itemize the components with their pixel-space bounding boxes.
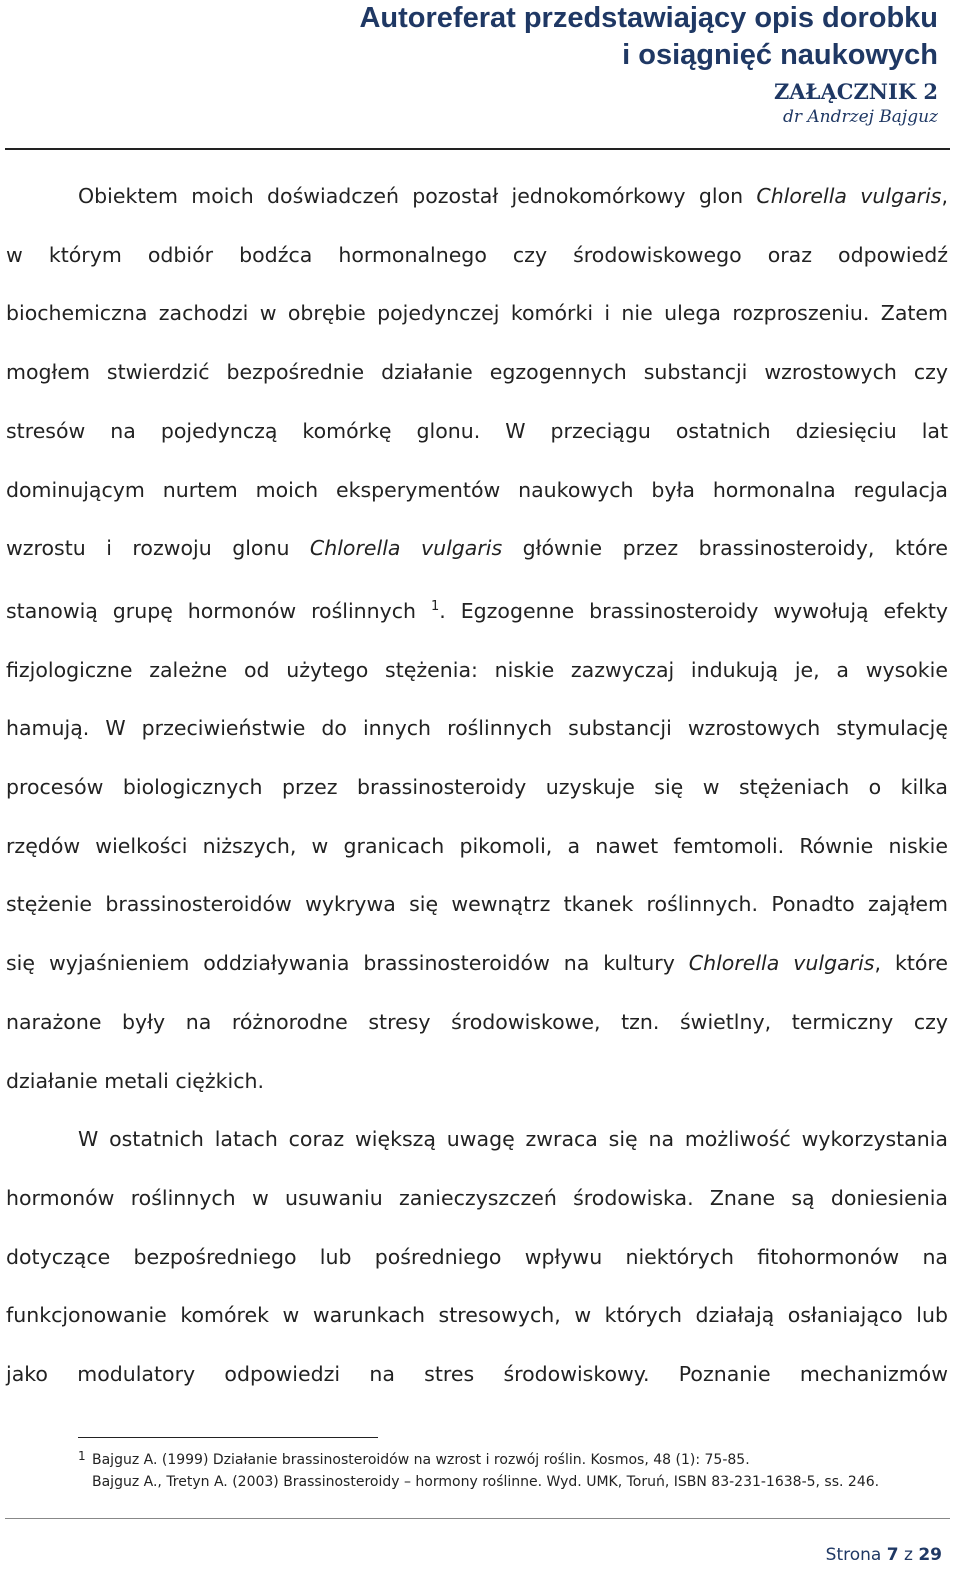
page-header (238, 0, 938, 129)
text-line: dotyczące bezpośredniego lub pośredniego wpływu niektórych fitohormonów na (6, 1244, 948, 1269)
footnote-number: 1 (78, 1449, 86, 1463)
footnote-separator (78, 1437, 378, 1438)
text-line: stanowią grupę hormonów roślinnych $^1$. Egzogenne brassinosteroidy wywołują efekty (6, 598, 949, 623)
text-line: W ostatnich latach coraz większą uwagę zwraca się na możliwość wykorzystania (78, 1127, 948, 1152)
text-line: fizjologiczne zależne od użytego stężenia: niskie zazwyczaj indukują je, a wysokie (6, 657, 948, 682)
footnote-reference[interactable]: 1 (430, 598, 440, 614)
footnote-line: Bajguz A. (1999) Działanie brassinosteroidów na wzrost i rozwój roślin. Kosmos, 48 (1): 75-85. (92, 1452, 750, 1468)
text-line: narażone były na różnorodne stresy środowiskowe, tzn. świetlny, termiczny czy (6, 1009, 948, 1034)
text-line: działanie metali ciężkich. (6, 1068, 265, 1093)
footer-rule (5, 1518, 950, 1519)
footnote-line: Bajguz A., Tretyn A. (2003) Brassinosteroidy – hormony roślinne. Wyd. UMK, Toruń, ISBN 83-231-1638-5, ss. 246. (92, 1474, 880, 1490)
paragraph-1 (6, 167, 948, 1110)
page-number: Strona 7 z 29 (825, 1545, 942, 1565)
header-rule (5, 148, 950, 150)
text-line: mogłem stwierdzić bezpośrednie działanie egzogennych substancji wzrostowych czy (6, 360, 948, 385)
text-line: biochemiczna zachodzi w obrębie pojedynczej komórki i nie ulega rozproszeniu. Zatem (6, 301, 948, 326)
text-line: rzędów wielkości niższych, w granicach pikomoli, a nawet femtomoli. Równie niskie (6, 833, 948, 858)
text-line: się wyjaśnieniem oddziaływania brassinosteroidów na kultury Chlorella vulgaris, które (6, 951, 948, 976)
text-line: jako modulatory odpowiedzi na stres środowiskowy. Poznanie mechanizmów (6, 1362, 948, 1387)
text-line: Obiektem moich doświadczeń pozostał jednokomórkowy glon Chlorella vulgaris, (78, 184, 948, 208)
header-title-line2: i osiągnięć naukowych (622, 39, 938, 71)
text-line: stresów na pojedynczą komórkę glonu. W przeciągu ostatnich dziesięciu lat (6, 418, 948, 443)
text-line: hamują. W przeciwieństwie do innych roślinnych substancji wzrostowych stymulację (6, 716, 948, 741)
header-title-line1: Autoreferat przedstawiający opis dorobku (359, 2, 938, 34)
document-body (6, 167, 948, 1404)
paragraph-2 (6, 1110, 948, 1404)
header-author: dr Andrzej Bajguz (782, 107, 938, 127)
text-line: funkcjonowanie komórek w warunkach stresowych, w których działają osłaniająco lub (6, 1303, 948, 1328)
text-line: dominującym nurtem moich eksperymentów naukowych była hormonalna regulacja (6, 477, 948, 502)
header-attachment: ZAŁĄCZNIK 2 (773, 79, 938, 104)
text-line: hormonów roślinnych w usuwaniu zanieczyszczeń środowiska. Znane są doniesienia (6, 1185, 948, 1210)
text-line: procesów biologicznych przez brassinosteroidy uzyskuje się w stężeniach o kilka (6, 775, 948, 800)
footnote (78, 1449, 958, 1493)
text-line: w którym odbiór bodźca hormonalnego czy środowiskowego oraz odpowiedź (6, 242, 948, 267)
text-line: stężenie brassinosteroidów wykrywa się wewnątrz tkanek roślinnych. Ponadto zająłem (6, 892, 948, 917)
text-line: wzrostu i rozwoju glonu Chlorella vulgaris głównie przez brassinosteroidy, które (6, 536, 948, 561)
